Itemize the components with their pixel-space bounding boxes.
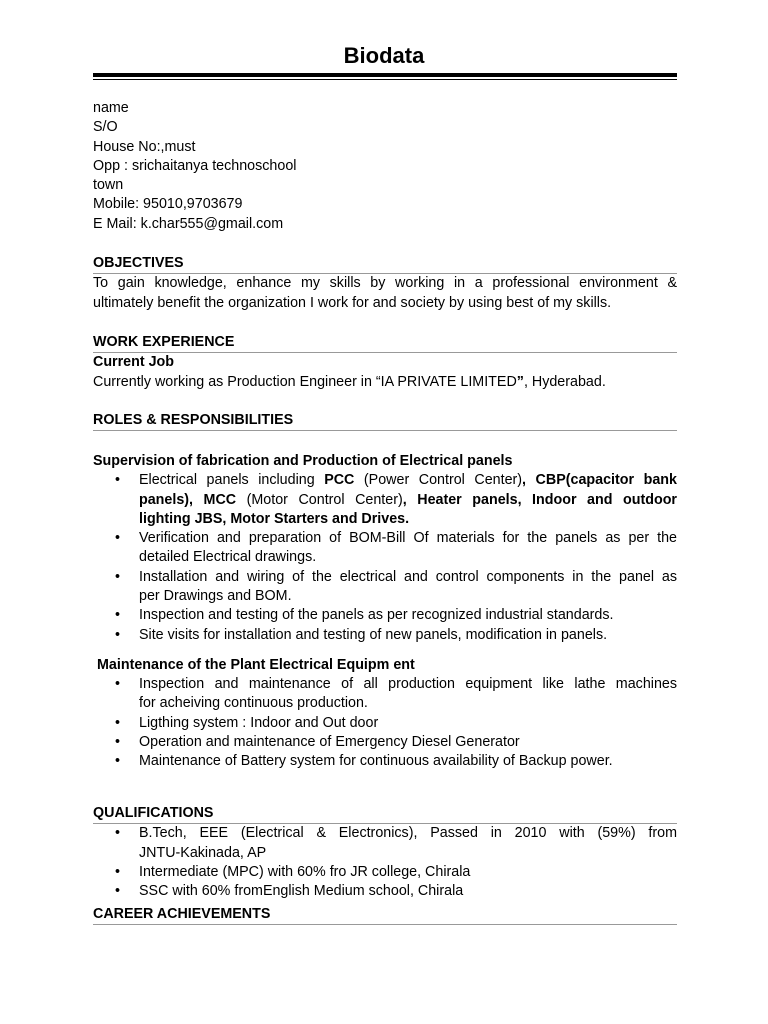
objectives-line-2: ultimately benefit the organization I work for and society by using best of my skills. [93, 294, 612, 311]
list-item: • Inspection and testing of the panels as per recognized industrial standards. [93, 606, 677, 625]
objectives-heading: OBJECTIVES [93, 254, 677, 274]
roles-heading: ROLES & RESPONSIBILITIES [93, 411, 677, 431]
current-job-close-quote: ” [516, 373, 524, 390]
maintenance-subheading: Maintenance of the Plant Electrical Equipm ent [97, 657, 415, 673]
objectives-section [93, 254, 677, 313]
work-experience-section [93, 333, 677, 392]
achievements-heading: CAREER ACHIEVEMENTS [93, 905, 677, 925]
contact-town: town [93, 177, 124, 194]
objectives-line-1: To gain knowledge, enhance my skills by working in a professional environment & [93, 275, 677, 292]
roles-group-supervision [93, 452, 677, 645]
list-item-line: lighting JBS, Motor Starters and Drives. [139, 510, 410, 527]
current-job-text-main: Currently working as Production Engineer in “IA PRIVATE LIMITED [93, 373, 517, 390]
list-item: • SSC with 60% fromEnglish Medium school, Chirala [93, 882, 677, 901]
qualifications-section [93, 804, 677, 901]
list-item [93, 471, 677, 529]
list-item-line: panels), MCC (Motor Control Center), Heater panels, Indoor and outdoor [139, 491, 677, 508]
current-job-subheading: Current Job [93, 354, 175, 371]
title-rule-thick [93, 73, 677, 77]
list-item-line: • B.Tech, EEE (Electrical & Electronics), Passed in 2010 with (59%) from [139, 825, 677, 842]
list-item-line: detailed Electrical drawings. [139, 549, 317, 566]
list-item-line: • Electrical panels including PCC (Power Control Center), CBP(capacitor bank [139, 472, 677, 489]
list-item: • Operation and maintenance of Emergency Diesel Generator [93, 733, 677, 752]
list-item-line: JNTU-Kakinada, AP [139, 844, 267, 861]
achievements-section [93, 905, 677, 925]
roles-group-maintenance [97, 656, 681, 675]
title-rule-thin [93, 79, 677, 80]
list-item: • Ligthing system : Indoor and Out door [93, 714, 677, 733]
list-item-line: • Installation and wiring of the electrical and control components in the panel as [139, 568, 677, 585]
document-title: Biodata [343, 43, 425, 68]
list-item: • Intermediate (MPC) with 60% fro JR college, Chirala [93, 863, 677, 882]
list-item: • Maintenance of Battery system for continuous availability of Backup power. [93, 752, 677, 771]
work-experience-heading: WORK EXPERIENCE [93, 333, 677, 353]
list-item [93, 568, 677, 607]
contact-so: S/O [93, 119, 118, 136]
qualifications-heading: QUALIFICATIONS [93, 804, 677, 824]
maintenance-list [93, 675, 677, 771]
qualifications-list [93, 824, 677, 901]
contact-name: name [93, 100, 129, 116]
supervision-list [93, 471, 677, 645]
list-item [93, 675, 677, 714]
roles-section [93, 411, 677, 431]
maintenance-list-block [93, 675, 677, 771]
list-item-line: • Verification and preparation of BOM-Bill Of materials for the panels as per the [139, 530, 677, 547]
contact-email: E Mail: k.char555@gmail.com [93, 215, 284, 232]
current-job-text [93, 373, 677, 392]
contact-mobile: Mobile: 95010,9703679 [93, 196, 243, 213]
list-item-line: for acheiving continuous production. [139, 695, 368, 712]
list-item-line: per Drawings and BOM. [139, 588, 292, 605]
contact-block [93, 99, 677, 234]
list-item-line: • Inspection and maintenance of all production equipment like lathe machines [139, 676, 677, 692]
list-item [93, 529, 677, 568]
supervision-subheading: Supervision of fabrication and Production of Electrical panels [93, 453, 513, 469]
contact-opp: Opp : srichaitanya technoschool [93, 157, 297, 174]
contact-house: House No:,must [93, 138, 196, 155]
current-job-text-end: , Hyderabad. [523, 373, 606, 390]
list-item [93, 824, 677, 863]
list-item: • Site visits for installation and testing of new panels, modification in panels. [93, 626, 677, 645]
